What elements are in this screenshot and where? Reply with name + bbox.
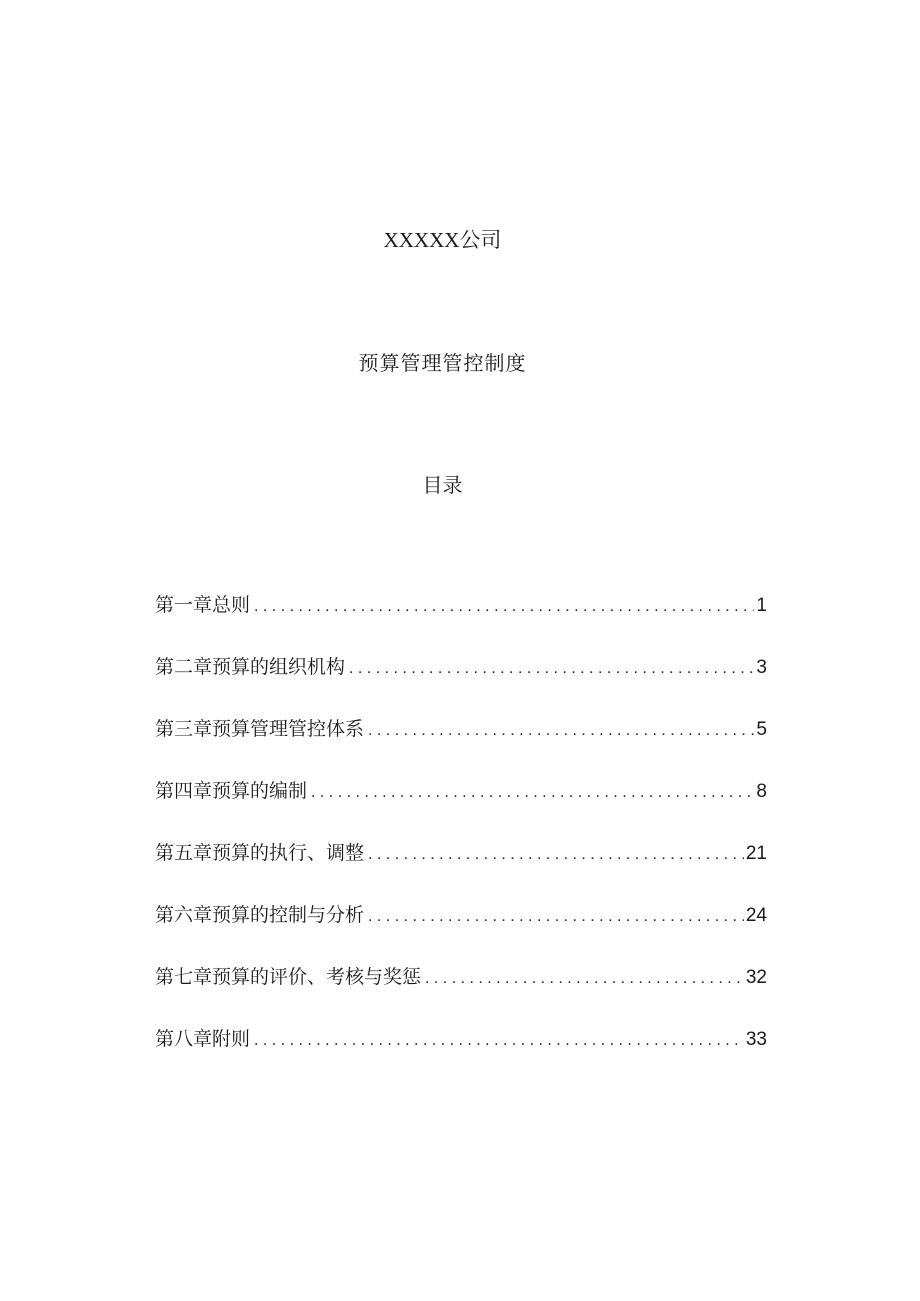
- toc-entry-title: 第七章预算的评价、考核与奖惩: [155, 966, 422, 988]
- toc-entry-title: 第一章总则: [155, 594, 251, 616]
- toc-page-number: 21: [745, 843, 767, 864]
- toc-entry-title: 第三章预算管理管控体系: [155, 718, 365, 740]
- toc-dot-leader: [368, 902, 744, 932]
- toc-dot-leader: [368, 840, 744, 870]
- toc-entry-title: 第二章预算的组织机构: [155, 656, 346, 678]
- toc-entry-title: 第六章预算的控制与分析: [155, 904, 365, 926]
- toc-dot-leader: [311, 778, 754, 808]
- company-name: XXXXX公司: [383, 228, 502, 252]
- toc-entry[interactable]: [155, 900, 767, 962]
- toc-page-number: 5: [756, 719, 767, 740]
- toc-entry-title: 第八章附则: [155, 1028, 251, 1050]
- toc-dot-leader: [425, 964, 744, 994]
- toc-page-number: 24: [745, 905, 767, 926]
- toc-entry[interactable]: [155, 590, 767, 652]
- toc-dot-leader: [349, 654, 754, 684]
- toc-page-number: 3: [756, 657, 767, 678]
- toc-entry[interactable]: [155, 652, 767, 714]
- toc-page-number: 1: [756, 595, 767, 616]
- toc-entry[interactable]: [155, 714, 767, 776]
- toc-entry[interactable]: [155, 1024, 767, 1086]
- toc-entry[interactable]: [155, 838, 767, 900]
- toc-heading: 目录: [422, 473, 463, 497]
- toc-dot-leader: [368, 716, 754, 746]
- table-of-contents: [155, 590, 767, 1086]
- toc-dot-leader: [254, 1026, 744, 1056]
- toc-dot-leader: [254, 592, 754, 622]
- toc-entry[interactable]: [155, 962, 767, 1024]
- toc-page-number: 32: [745, 967, 767, 988]
- toc-entry-title: 第五章预算的执行、调整: [155, 842, 365, 864]
- toc-entry-title: 第四章预算的编制: [155, 780, 308, 802]
- toc-page-number: 8: [756, 781, 767, 802]
- document-title: 预算管理管控制度: [358, 351, 527, 375]
- toc-page-number: 33: [745, 1029, 767, 1050]
- toc-entry[interactable]: [155, 776, 767, 838]
